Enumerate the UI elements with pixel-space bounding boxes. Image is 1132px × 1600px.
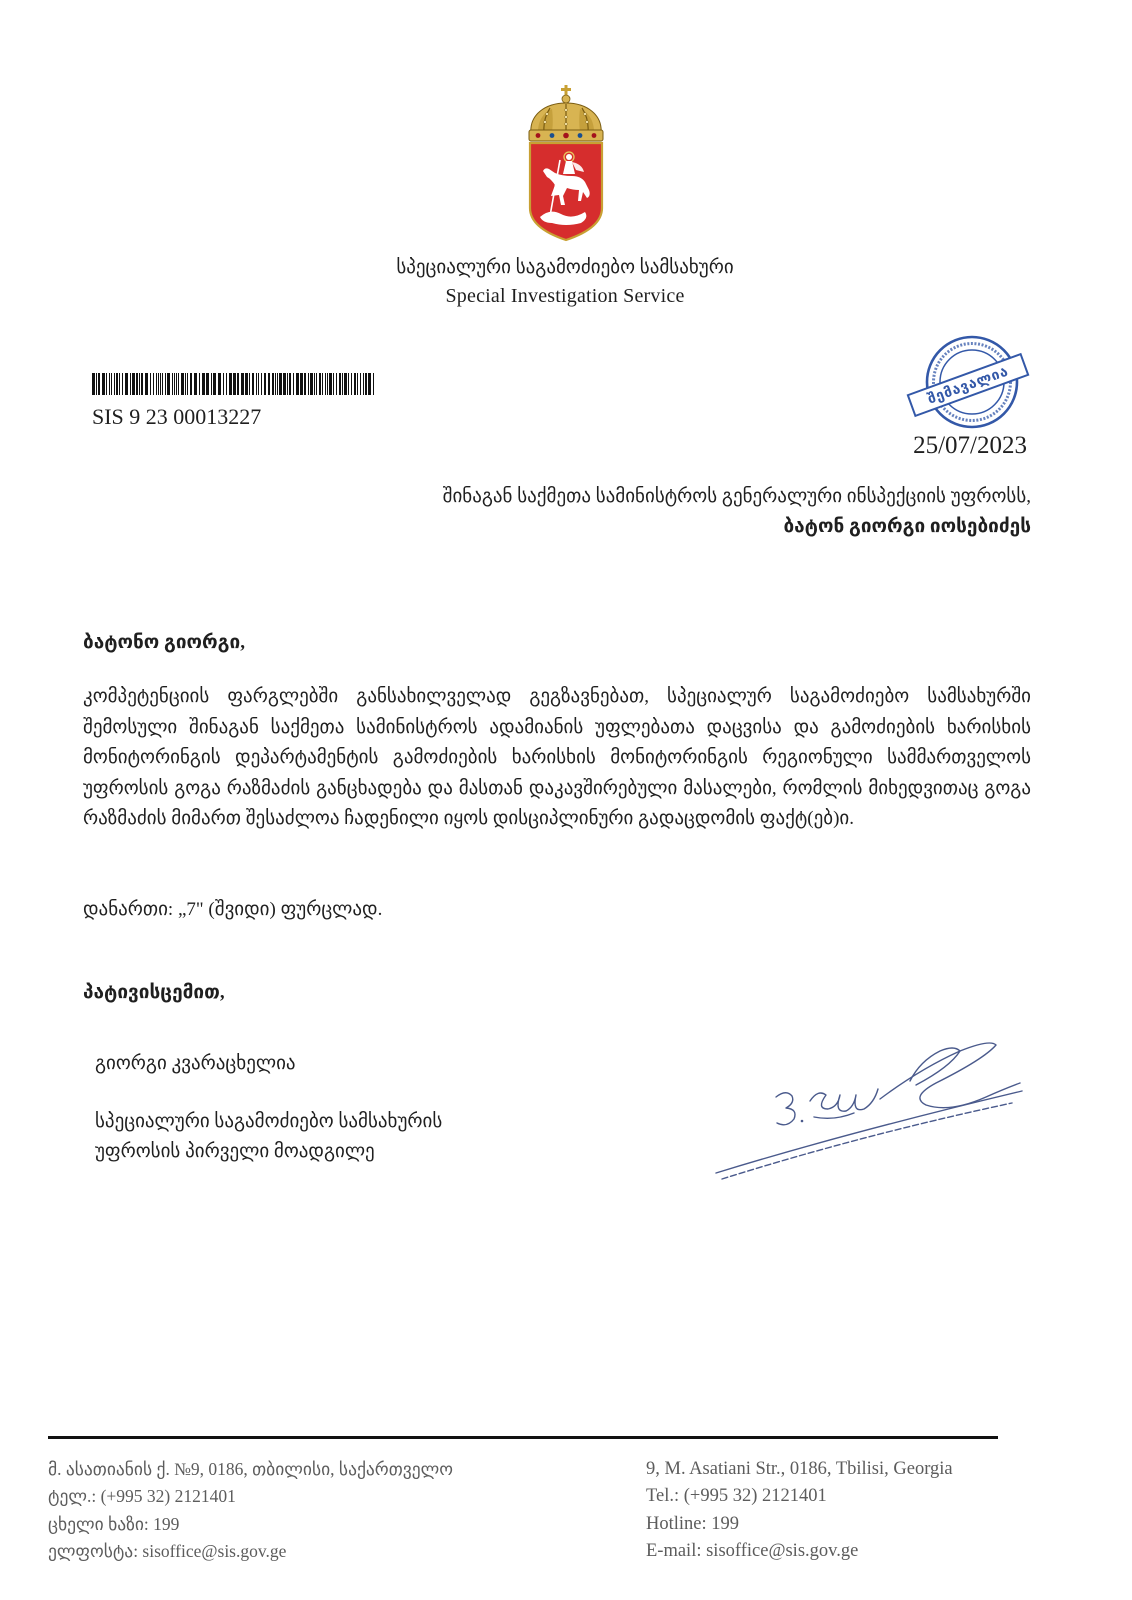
barcode-bar — [304, 373, 306, 395]
barcode-bar — [194, 373, 197, 395]
barcode-bar — [344, 373, 347, 395]
barcode-bar — [249, 373, 250, 395]
barcode-bar — [308, 373, 309, 395]
footer-georgian-contacts — [48, 1456, 453, 1565]
coat-of-arms-logo — [522, 84, 610, 244]
signer-name: გიორგი კვარაცხელია — [95, 1053, 296, 1074]
barcode-bar — [339, 373, 341, 395]
footer-en-hotline: Hotline: 199 — [646, 1513, 740, 1534]
barcode-bar — [136, 373, 138, 395]
barcode-bar — [373, 373, 374, 395]
barcode-bar — [160, 373, 161, 395]
barcode-bar — [139, 373, 140, 395]
barcode-bar — [329, 373, 332, 395]
barcode-bar — [202, 373, 205, 395]
barcode-bar — [106, 373, 107, 395]
barcode-bar — [351, 373, 352, 395]
barcode-bar — [114, 373, 115, 395]
barcode-bar — [199, 373, 200, 395]
barcode-bar — [233, 373, 236, 395]
barcode-bar — [365, 373, 367, 395]
incoming-stamp — [905, 325, 1035, 440]
org-name-english: Special Investigation Service — [445, 285, 685, 307]
signer-position-line-2: უფროსის პირველი მოადგილე — [95, 1141, 375, 1162]
barcode-bar — [348, 373, 349, 395]
barcode-bar — [153, 373, 154, 395]
footer-ka-address: მ. ასათიანის ქ. №9, 0186, თბილისი, საქართველო — [48, 1459, 453, 1479]
barcode-bar — [96, 373, 97, 395]
barcode-bar — [354, 373, 356, 395]
barcode-bar — [213, 373, 216, 395]
barcode-bar — [156, 373, 157, 395]
document-date: 25/07/2023 — [913, 432, 1027, 459]
barcode-bar — [268, 373, 270, 395]
barcode-bar — [279, 373, 282, 395]
stamp-text: შემავალია — [925, 363, 1011, 408]
barcode-bar — [336, 373, 337, 395]
barcode-bar — [322, 373, 323, 395]
barcode-bar — [277, 373, 278, 395]
barcode-bar — [167, 373, 170, 395]
footer-divider — [48, 1436, 998, 1439]
footer-en-address: 9, M. Asatiani Str., 0186, Tbilisi, Georgia — [646, 1459, 953, 1479]
barcode-bar — [145, 373, 148, 395]
barcode-bar — [368, 373, 371, 395]
barcode-bar — [327, 373, 328, 395]
barcode-bar — [111, 373, 112, 395]
barcode-bar — [261, 373, 262, 395]
org-name-georgian: სპეციალური საგამოძიებო სამსახური — [396, 257, 734, 278]
barcode-bar — [150, 373, 151, 395]
barcode-bar — [316, 373, 317, 395]
barcode-bar — [185, 373, 186, 395]
barcode-bar — [165, 373, 166, 395]
barcode-bar — [357, 373, 358, 395]
barcode-bar — [158, 373, 159, 395]
crown — [529, 85, 603, 141]
footer-en-phone: Tel.: (+995 32) 2121401 — [646, 1486, 827, 1507]
barcode-bar — [264, 373, 266, 395]
addressee-name: ბატონ გიორგი იოსებიძეს — [783, 516, 1031, 537]
barcode-bar — [319, 373, 321, 395]
barcode-bar — [98, 373, 100, 395]
attachment-note: დანართი: „7" (შვიდი) ფურცლად. — [83, 899, 383, 920]
barcode-bar — [190, 373, 192, 395]
barcode-bar — [116, 373, 118, 395]
salutation: ბატონო გიორგი, — [83, 632, 245, 653]
barcode-bar — [178, 373, 179, 395]
barcode-bar — [223, 373, 224, 395]
footer-ka-email: ელფოსტა: sisoffice@sis.gov.ge — [48, 1540, 287, 1561]
footer-english-contacts — [646, 1456, 953, 1565]
barcode-bar — [181, 373, 184, 395]
signer-position-line-1: სპეციალური საგამოძიებო სამსახურის — [95, 1111, 443, 1132]
barcode-bar — [272, 373, 274, 395]
footer-ka-phone: ტელ.: (+995 32) 2121401 — [48, 1486, 236, 1507]
barcode-bar — [187, 373, 188, 395]
barcode-bar — [296, 373, 299, 395]
addressee-title: შინაგან საქმეთა სამინისტროს გენერალური ინსპექციის უფროსს, — [442, 486, 1031, 507]
footer-en-email: E-mail: sisoffice@sis.gov.ge — [646, 1540, 859, 1561]
barcode-bar — [226, 373, 227, 395]
barcode-bar — [256, 373, 257, 395]
barcode-bar — [130, 373, 131, 395]
letter-body: კომპეტენციის ფარგლებში განსახილველად გეგზავნებათ, სპეციალურ საგამოძიებო სამსახურში შემოსული შინაგან საქმეთა სამინისტროს ადამიანის უფლებათა დაცვისა და გამოძიების ხარისხის მონიტორინგის დეპარტამენტის გამოძიების ხარისხის მონიტორინგის რეგიონული სამმართველოს უფროსის გოგა რაზმაძის განცხადება და მასთან დაკავშირებული მასალები, რომლის მიხედვითაც გოგა რაზმაძის მიმართ შესაძლოა ჩადენილი იყოს დისციპლინური გადაცდომის ფაქტ(ებ)ი. — [83, 686, 1031, 829]
barcode-bar — [141, 373, 143, 395]
barcode-bar — [125, 373, 128, 395]
barcode-bar — [283, 373, 286, 395]
barcode-bar — [162, 373, 163, 395]
closing: პატივისცემით, — [83, 982, 225, 1003]
barcode-bar — [360, 373, 361, 395]
barcode-bar — [289, 373, 291, 395]
barcode-bar — [218, 373, 221, 395]
barcode-bar — [102, 373, 105, 395]
barcode-bar — [258, 373, 259, 395]
footer-ka-hotline: ცხელი ხაზი: 199 — [48, 1513, 180, 1534]
barcode-bar — [92, 373, 95, 395]
barcode-bar — [310, 373, 313, 395]
barcode-bar — [342, 373, 343, 395]
barcode-bar — [333, 373, 334, 395]
barcode-bar — [122, 373, 123, 395]
barcode-bar — [245, 373, 248, 395]
barcode-bar — [132, 373, 135, 395]
barcode-bar — [300, 373, 303, 395]
barcode-bar — [314, 373, 315, 395]
barcode — [92, 373, 377, 395]
barcode-bar — [176, 373, 177, 395]
barcode-bar — [172, 373, 173, 395]
barcode-bar — [252, 373, 254, 395]
barcode-bar — [109, 373, 110, 395]
handwritten-signature — [710, 1035, 1030, 1185]
barcode-bar — [287, 373, 288, 395]
barcode-bar — [293, 373, 294, 395]
barcode-bar — [363, 373, 364, 395]
barcode-bar — [325, 373, 326, 395]
shield-st-george — [530, 143, 602, 240]
barcode-bar — [237, 373, 239, 395]
barcode-bar — [241, 373, 244, 395]
barcode-bar — [206, 373, 209, 395]
barcode-bar — [211, 373, 212, 395]
barcode-bar — [275, 373, 276, 395]
barcode-bar — [174, 373, 175, 395]
barcode-bar — [119, 373, 120, 395]
reference-number: SIS 9 23 00013227 — [92, 404, 262, 429]
barcode-bar — [229, 373, 232, 395]
